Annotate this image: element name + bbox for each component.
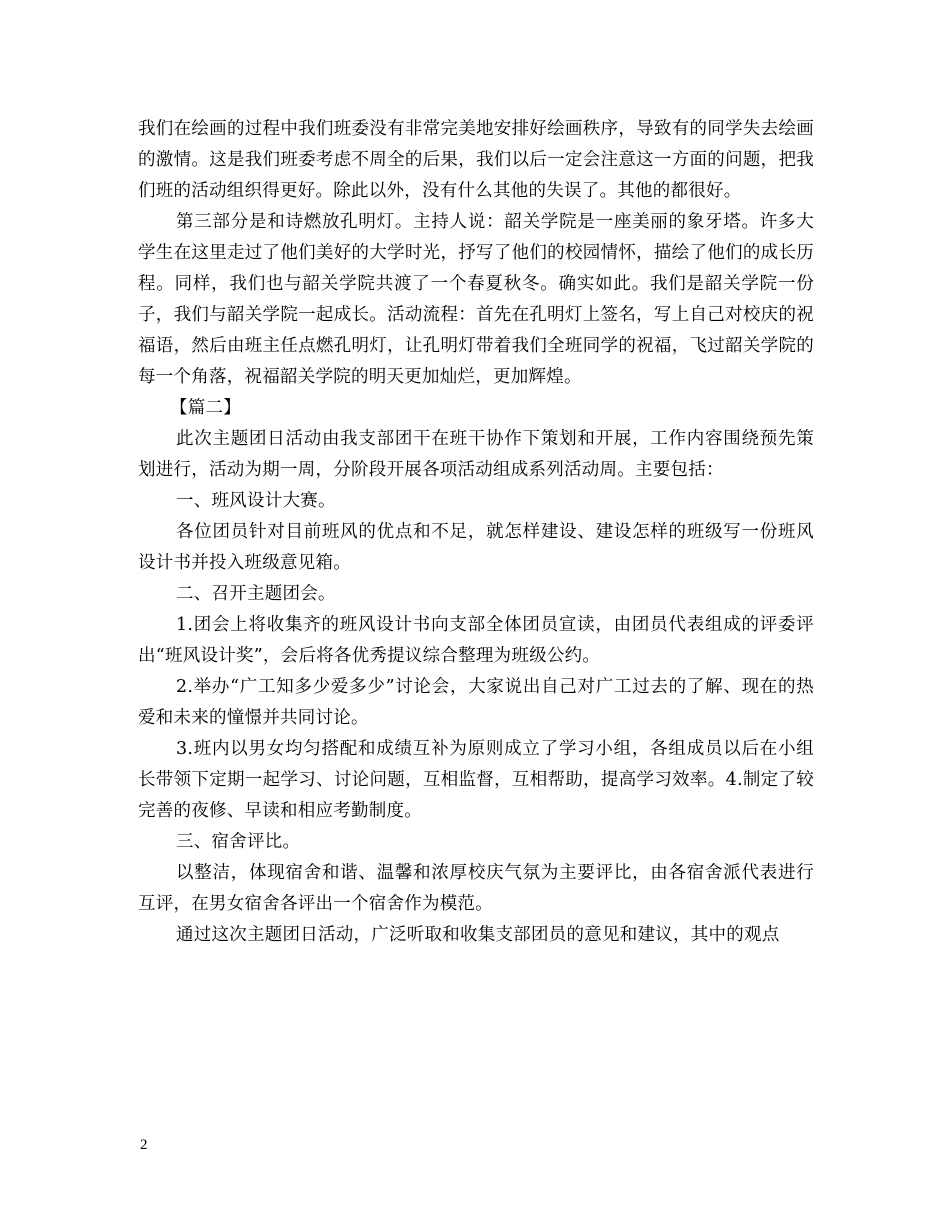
paragraph-lantern-section: 第三部分是和诗燃放孔明灯。主持人说：韶关学院是一座美丽的象牙塔。许多大学生在这里走过了他们美好的大学时光，抒写了他们的校园情怀，描绘了他们的成长历程。同样，我们也与韶关学院共渡了一个春夏秋冬。确实如此。我们是韶关学院一份子，我们与韶关学院一起成长。活动流程：首先在孔明灯上签名，写上自己对校庆的祝福语，然后由班主任点燃孔明灯，让孔明灯带着我们全班同学的祝福，飞过韶关学院的每一个角落，祝福韶关学院的明天更加灿烂，更加辉煌。 [138, 212, 814, 387]
page-number: 2 [140, 1137, 148, 1153]
list-item-3: 3.班内以男女均匀搭配和成绩互补为原则成立了学习小组，各组成员以后在小组长带领下定期一起学习、讨论问题，互相监督，互相帮助，提高学习效率。4.制定了较完善的夜修、早读和相应考勤制度。 [138, 739, 814, 821]
item-heading-dorm-contest: 三、宿舍评比。 [176, 832, 301, 852]
item-heading-class-style-contest: 一、班风设计大赛。 [176, 491, 336, 511]
paragraph-dorm-contest: 以整洁，体现宿舍和谐、温馨和浓厚校庆气氛为主要评比，由各宿舍派代表进行互评，在男女宿舍各评出一个宿舍作为模范。 [138, 863, 814, 914]
paragraph-activity-intro: 此次主题团日活动由我支部团干在班干协作下策划和开展，工作内容围绕预先策划进行，活动为期一周，分阶段开展各项活动组成系列活动周。主要包括： [138, 429, 814, 480]
paragraph-drawing-reflection: 我们在绘画的过程中我们班委没有非常完美地安排好绘画秩序，导致有的同学失去绘画的激情。这是我们班委考虑不周全的后果，我们以后一定会注意这一方面的问题，把我们班的活动组织得更好。除此以外，没有什么其他的失误了。其他的都很好。 [138, 119, 814, 201]
paragraph-class-style-contest: 各位团员针对目前班风的优点和不足，就怎样建设、建设怎样的班级写一份班风设计书并投入班级意见箱。 [138, 522, 814, 573]
item-heading-theme-meeting: 二、召开主题团会。 [176, 584, 336, 604]
list-item-1: 1.团会上将收集齐的班风设计书向支部全体团员宣读，由团员代表组成的评委评出“班风设计奖”，会后将各优秀提议综合整理为班级公约。 [138, 615, 814, 666]
paragraph-conclusion: 通过这次主题团日活动，广泛听取和收集支部团员的意见和建议，其中的观点 [176, 925, 780, 945]
section-heading-part-two: 【篇二】 [170, 398, 241, 418]
document-body [138, 114, 814, 951]
list-item-2: 2.举办“广工知多少爱多少”讨论会，大家说出自己对广工过去的了解、现在的热爱和未来的憧憬并共同讨论。 [138, 677, 814, 728]
